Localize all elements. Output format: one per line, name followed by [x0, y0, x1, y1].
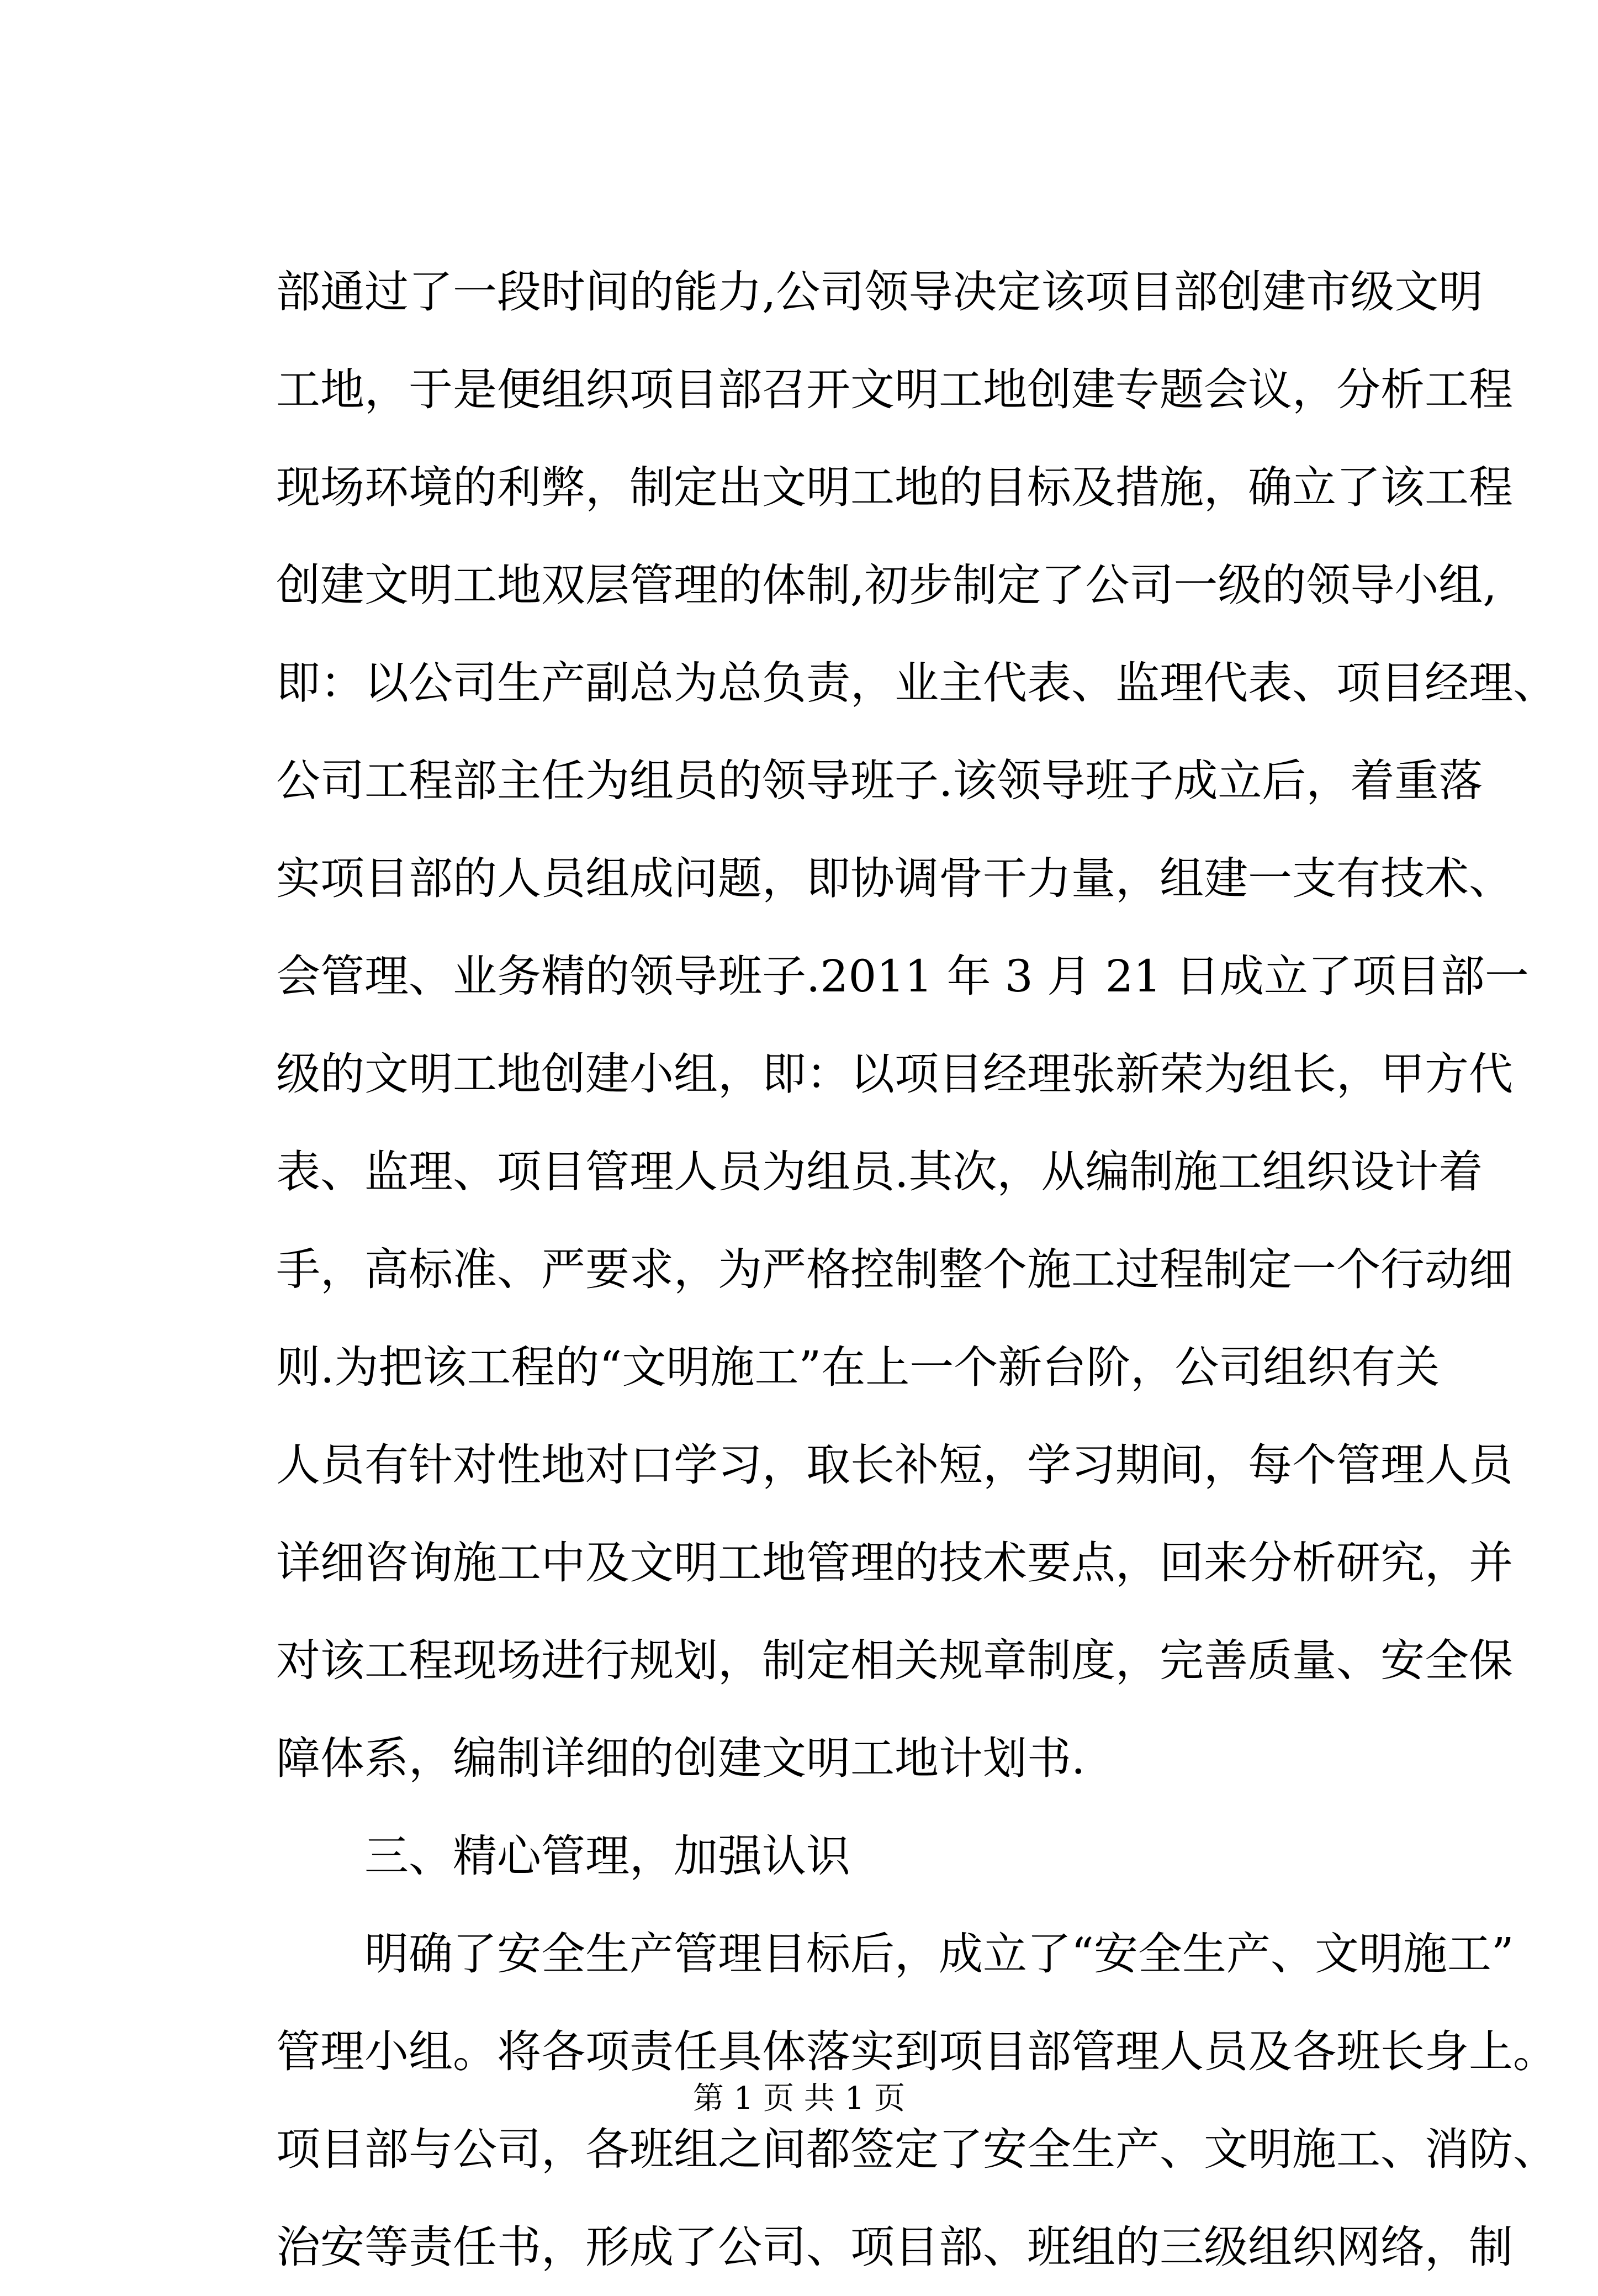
text-line: 表、监理、项目管理人员为组员.其次，从编制施工组织设计着: [276, 1146, 1483, 1197]
text-line: 明确了安全生产管理目标后，成立了“安全生产、文明施工”: [364, 1928, 1514, 1980]
text-line: 工地，于是便组织项目部召开文明工地创建专题会议，分析工程: [276, 364, 1513, 415]
page-number: 第 1 页 共 1 页: [692, 2081, 906, 2116]
text-line: 人员有针对性地对口学习，取长补短，学习期间，每个管理人员: [276, 1439, 1513, 1491]
section-heading: 三、精心管理，加强认识: [364, 1830, 850, 1882]
text-line: 对该工程现场进行规划，制定相关规章制度，完善质量、安全保: [276, 1635, 1513, 1686]
text-line: 治安等责任书，形成了公司、项目部、班组的三级组织网络，制: [276, 2221, 1513, 2273]
text-line: 即：以公司生产副总为总负责，业主代表、监理代表、项目经理、: [276, 657, 1557, 709]
page-footer: [0, 2077, 1598, 2121]
text-line: 创建文明工地双层管理的体制,初步制定了公司一级的领导小组,: [276, 560, 1497, 611]
text-line: 障体系，编制详细的创建文明工地计划书.: [276, 1733, 1086, 1784]
text-line: 现场环境的利弊，制定出文明工地的目标及措施，确立了该工程: [276, 462, 1513, 513]
text-line: 公司工程部主任为组员的领导班子.该领导班子成立后，着重落: [276, 755, 1483, 806]
text-line: 级的文明工地创建小组，即：以项目经理张新荣为组长，甲方代: [276, 1048, 1513, 1100]
text-line: 会管理、业务精的领导班子.2011 年 3 月 21 日成立了项目部一: [276, 951, 1529, 1002]
text-line: 则.为把该工程的“文明施工”在上一个新台阶，公司组织有关: [276, 1342, 1440, 1393]
document-body: [276, 243, 1557, 2296]
text-line: 详细咨询施工中及文明工地管理的技术要点，回来分析研究，并: [276, 1537, 1513, 1588]
text-line: 部通过了一段时间的能力,公司领导决定该项目部创建市级文明: [276, 266, 1483, 318]
text-line: 项目部与公司，各班组之间都签定了安全生产、文明施工、消防、: [276, 2124, 1557, 2175]
text-line: 实项目部的人员组成问题，即协调骨干力量，组建一支有技术、: [276, 853, 1513, 904]
text-line: 手，高标准、严要求，为严格控制整个施工过程制定一个行动细: [276, 1244, 1513, 1295]
text-line: 管理小组。将各项责任具体落实到项目部管理人员及各班长身上。: [276, 2026, 1557, 2077]
